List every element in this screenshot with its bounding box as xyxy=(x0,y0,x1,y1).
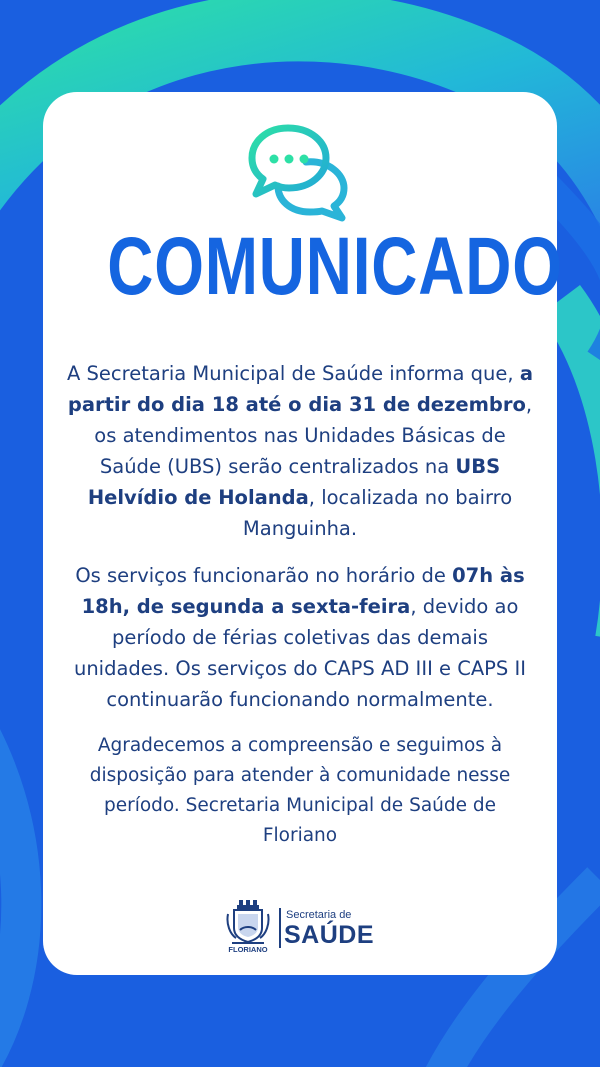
paragraph-2 xyxy=(65,560,535,715)
logo-secretaria-de: Secretaria de xyxy=(286,909,352,921)
paragraph-2-text-a: Os serviços funcionarão no horário de xyxy=(75,564,453,587)
paragraph-3: Agradecemos a compreensão e seguimos à disposição para atender à comunidade nesse período. Secretaria Municipal de Saúde de Floriano xyxy=(89,735,511,846)
secretaria-logo xyxy=(226,900,376,954)
chat-bubbles-icon xyxy=(248,122,352,222)
headline xyxy=(43,217,563,317)
paragraph-1-text-a: A Secretaria Municipal de Saúde informa que, xyxy=(67,362,520,385)
logo-divider xyxy=(279,908,281,948)
logo-saude: SAÚDE xyxy=(284,921,375,949)
body-text xyxy=(65,358,535,867)
paragraph-2-text-b: , devido ao período de férias coletivas das demais unidades. Os serviços do CAPS AD III e CAPS II continuarão funcionando normalmente. xyxy=(73,595,527,711)
paragraph-2-hours: 07h às 18h, de segunda a sexta-feira xyxy=(81,564,525,618)
paragraph-1-text-b: , os atendimentos nas Unidades Básicas de Saúde (UBS) serão centralizados na xyxy=(94,393,533,478)
crest-city-name: FLORIANO xyxy=(228,945,268,954)
paragraph-1-text-c: , localizada no bairro Manguinha. xyxy=(242,486,513,540)
paragraph-1-ubs-name: UBS Helvídio de Holanda xyxy=(87,455,501,509)
paragraph-1 xyxy=(65,358,535,544)
paragraph-1-date-range: a partir do dia 18 até o dia 31 de dezembro xyxy=(67,362,533,416)
headline-text: COMUNICADO xyxy=(107,221,563,312)
floriano-crest-icon xyxy=(226,900,270,954)
announcement-card xyxy=(43,92,563,975)
